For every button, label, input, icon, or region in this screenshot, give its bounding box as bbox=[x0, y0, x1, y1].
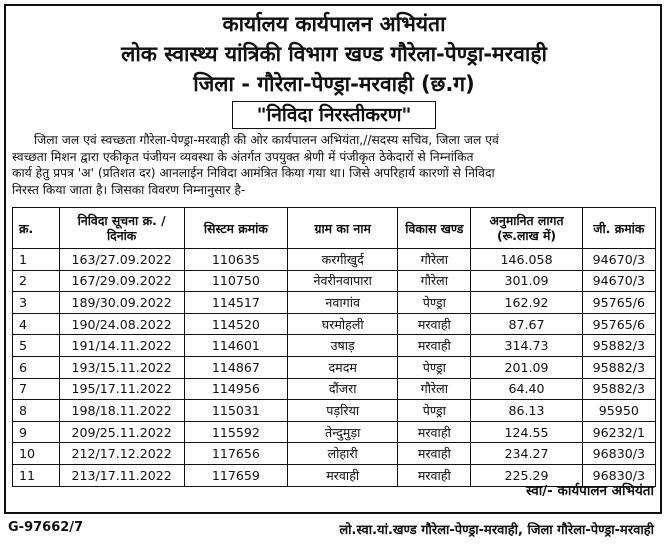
cell-g-no: 96232/1 bbox=[582, 421, 655, 443]
signature-line-2: लो.स्वा.यां.खण्ड गौरेला-पेण्ड्रा-मरवाही, जिला गौरेला-पेण्ड्रा-मरवाही bbox=[339, 523, 654, 538]
cell-sno: 11 bbox=[13, 464, 60, 486]
notice-title: "निविदा निरस्तीकरण" bbox=[232, 101, 436, 129]
table-row bbox=[13, 313, 656, 335]
cell-cost: 225.29 bbox=[471, 464, 582, 486]
col-header-block: विकास खण्ड bbox=[398, 208, 471, 249]
table-row bbox=[13, 421, 656, 443]
cell-cost: 146.058 bbox=[471, 249, 582, 271]
tender-table bbox=[12, 207, 656, 487]
cell-sno: 2 bbox=[13, 270, 60, 292]
cell-g-no: 95882/3 bbox=[582, 378, 655, 400]
cell-tender-no: 167/29.09.2022 bbox=[59, 270, 184, 292]
cell-cost: 301.09 bbox=[471, 270, 582, 292]
cell-system-no: 114517 bbox=[184, 292, 288, 314]
cell-g-no: 95765/6 bbox=[582, 292, 655, 314]
cell-tender-no: 209/25.11.2022 bbox=[59, 421, 184, 443]
cell-block: मरवाही bbox=[398, 443, 471, 465]
cell-block: मरवाही bbox=[398, 421, 471, 443]
cell-system-no: 114956 bbox=[184, 378, 288, 400]
cell-cost: 201.09 bbox=[471, 356, 582, 378]
cell-system-no: 114601 bbox=[184, 335, 288, 357]
cell-tender-no: 163/27.09.2022 bbox=[59, 249, 184, 271]
cell-system-no: 115031 bbox=[184, 400, 288, 422]
cell-village: तेन्दुमुड़ा bbox=[288, 421, 398, 443]
cell-tender-no: 195/17.11.2022 bbox=[59, 378, 184, 400]
cell-sno: 5 bbox=[13, 335, 60, 357]
cell-sno: 1 bbox=[13, 249, 60, 271]
cell-cost: 234.27 bbox=[471, 443, 582, 465]
reference-code: G-97662/7 bbox=[8, 520, 84, 535]
body-line: निरस्त किया जाता है। जिसका विवरण निम्नानुसार है- bbox=[12, 182, 246, 197]
cell-village: पड़रिया bbox=[288, 400, 398, 422]
table-row bbox=[13, 443, 656, 465]
cell-g-no: 96830/3 bbox=[582, 464, 655, 486]
table-row bbox=[13, 400, 656, 422]
district-heading: जिला - गौरेला-पेण्ड्रा-मरवाही (छ.ग) bbox=[193, 72, 475, 96]
cell-cost: 314.73 bbox=[471, 335, 582, 357]
body-line: कार्य हेतु प्रपत्र 'अ' (प्रतिशत दर) आनलाईन निविदा आमंत्रित किया गया था। जिसे अपरिहार्य कारणों से निविदा bbox=[12, 166, 495, 180]
cell-tender-no: 189/30.09.2022 bbox=[59, 292, 184, 314]
cell-block: गौरेला bbox=[398, 378, 471, 400]
cell-village: उषाड़ bbox=[288, 335, 398, 357]
table-header-row bbox=[13, 208, 656, 249]
cell-sno: 10 bbox=[13, 443, 60, 465]
col-header-sno: क्र. bbox=[13, 208, 60, 249]
office-heading: कार्यालय कार्यपालन अभियंता bbox=[222, 12, 446, 36]
cell-cost: 124.55 bbox=[471, 421, 582, 443]
cell-cost: 87.67 bbox=[471, 313, 582, 335]
col-header-system-no: सिस्टम क्रमांक bbox=[184, 208, 288, 249]
cell-block: गौरेला bbox=[398, 270, 471, 292]
cell-tender-no: 198/18.11.2022 bbox=[59, 400, 184, 422]
cell-tender-no: 213/17.11.2022 bbox=[59, 464, 184, 486]
cell-village: लोहारी bbox=[288, 443, 398, 465]
table-row bbox=[13, 270, 656, 292]
cell-sno: 8 bbox=[13, 400, 60, 422]
cell-village: दमदम bbox=[288, 356, 398, 378]
col-header-tender-no: निविदा सूचना क्र. / दिनांक bbox=[59, 208, 184, 249]
cell-g-no: 95950 bbox=[582, 400, 655, 422]
cell-sno: 7 bbox=[13, 378, 60, 400]
cell-tender-no: 191/14.11.2022 bbox=[59, 335, 184, 357]
cell-block: मरवाही bbox=[398, 335, 471, 357]
cell-g-no: 95882/3 bbox=[582, 335, 655, 357]
cell-tender-no: 190/24.08.2022 bbox=[59, 313, 184, 335]
cell-village: घरमोहली bbox=[288, 313, 398, 335]
cell-g-no: 94670/3 bbox=[582, 249, 655, 271]
cell-village: मरवाही bbox=[288, 464, 398, 486]
cell-village: नवागांव bbox=[288, 292, 398, 314]
cell-block: गौरेला bbox=[398, 249, 471, 271]
cell-cost: 162.92 bbox=[471, 292, 582, 314]
department-heading: लोक स्वास्थ्य यांत्रिकी विभाग खण्ड गौरेला-पेण्ड्रा-मरवाही bbox=[121, 42, 547, 66]
cell-system-no: 110635 bbox=[184, 249, 288, 271]
cell-system-no: 115592 bbox=[184, 421, 288, 443]
table-row bbox=[13, 335, 656, 357]
cell-block: मरवाही bbox=[398, 464, 471, 486]
cell-block: पेण्ड्रा bbox=[398, 292, 471, 314]
cell-system-no: 114520 bbox=[184, 313, 288, 335]
cell-system-no: 114867 bbox=[184, 356, 288, 378]
col-header-g-no: जी. क्रमांक bbox=[582, 208, 655, 249]
table-row bbox=[13, 378, 656, 400]
cell-sno: 3 bbox=[13, 292, 60, 314]
cell-g-no: 94670/3 bbox=[582, 270, 655, 292]
cell-village: नेवरीनवापारा bbox=[288, 270, 398, 292]
cell-sno: 4 bbox=[13, 313, 60, 335]
cell-system-no: 117659 bbox=[184, 464, 288, 486]
cell-sno: 6 bbox=[13, 356, 60, 378]
col-header-cost: अनुमानित लागत (रू.लाख में) bbox=[471, 208, 582, 249]
body-line: जिला जल एवं स्वच्छता गौरेला-पेण्ड्रा-मरवाही की ओर कार्यपालन अभियंता,//सदस्य सचिव, जिला जल एवं bbox=[34, 133, 499, 147]
cell-g-no: 96830/3 bbox=[582, 443, 655, 465]
cell-g-no: 95882/3 bbox=[582, 356, 655, 378]
cell-block: पेण्ड्रा bbox=[398, 356, 471, 378]
cell-block: पेण्ड्रा bbox=[398, 400, 471, 422]
table-row bbox=[13, 356, 656, 378]
cell-system-no: 117656 bbox=[184, 443, 288, 465]
body-line: स्वच्छता मिशन द्वारा एकीकृत पंजीयन व्यवस्था के अंतर्गत उपयुक्त श्रेणी में पंजीकृत ठेकेदारों से निम्नांकित bbox=[12, 149, 474, 164]
cell-cost: 86.13 bbox=[471, 400, 582, 422]
cell-cost: 64.40 bbox=[471, 378, 582, 400]
cell-block: मरवाही bbox=[398, 313, 471, 335]
col-header-village: ग्राम का नाम bbox=[288, 208, 398, 249]
notice-body bbox=[12, 132, 658, 198]
table-row bbox=[13, 292, 656, 314]
cell-system-no: 110750 bbox=[184, 270, 288, 292]
cell-village: दौंजरा bbox=[288, 378, 398, 400]
cell-village: करगीखुर्द bbox=[288, 249, 398, 271]
cell-sno: 9 bbox=[13, 421, 60, 443]
cell-tender-no: 193/15.11.2022 bbox=[59, 356, 184, 378]
signature-line-1: स्वा/- कार्यपालन अभियंता bbox=[525, 483, 654, 499]
cell-g-no: 95765/6 bbox=[582, 313, 655, 335]
cell-tender-no: 212/17.12.2022 bbox=[59, 443, 184, 465]
table-row bbox=[13, 249, 656, 271]
